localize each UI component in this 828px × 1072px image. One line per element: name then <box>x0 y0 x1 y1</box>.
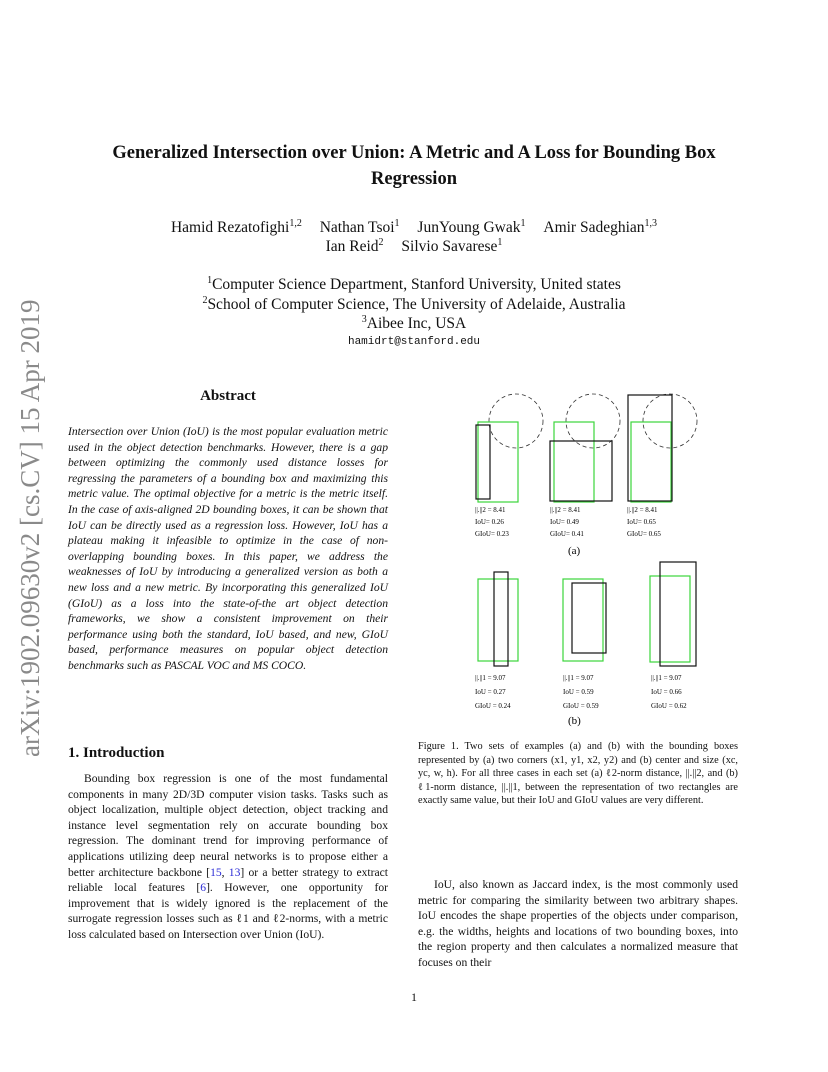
abstract-heading: Abstract <box>200 388 256 404</box>
affiliations <box>60 275 768 334</box>
affiliation: $^3$Aibee Inc, USA <box>361 313 467 332</box>
title-line-2: Regression <box>371 169 457 189</box>
predicted-box <box>550 441 612 501</box>
title-line-1: Generalized Intersection over Union: A Metric and A Loss for Bounding Box <box>112 143 716 163</box>
author: Nathan Tsoi$^1$ <box>319 217 400 236</box>
paper-title <box>60 140 768 192</box>
iou-label: IoU= 0.65 <box>627 518 656 526</box>
arxiv-stamp <box>8 285 48 760</box>
iou-label: IoU= 0.49 <box>550 518 579 526</box>
predicted-box <box>628 395 672 501</box>
norm-label: ||.||1 = 9.07 <box>475 674 506 682</box>
author: Hamid Rezatofighi$^{1,2}$ <box>170 217 302 236</box>
page-number: 1 <box>411 990 417 1004</box>
giou-label: GIoU= 0.41 <box>550 530 584 538</box>
affiliation: $^2$School of Computer Science, The University of Adelaide, Australia <box>202 294 626 313</box>
figure-caption: Figure 1. Two sets of examples (a) and (b) with the bounding boxes represented by (a) two corners (x1, y1, x2, y2) and (b) center and size (xc, yc, w, h). For all three cases in each set (a) ℓ2-norm distance, ||.||2, and (b) ℓ1-norm distance, ||.||1, between the representation of two rectangles are exactly same value, but their IoU and GIoU values are very different. <box>418 741 738 807</box>
iou-label: IoU = 0.59 <box>563 688 594 696</box>
author: Ian Reid$^2$ <box>325 236 384 255</box>
figure-1 <box>418 388 738 733</box>
iou-label: IoU = 0.66 <box>651 688 682 696</box>
giou-label: GIoU= 0.65 <box>627 530 661 538</box>
norm-label: ||.||1 = 9.07 <box>651 674 682 682</box>
ground-truth-box <box>631 422 671 502</box>
body-paragraph: IoU, also known as Jaccard index, is the most commonly used metric for comparing the similarity between two arbitrary shapes. IoU encodes the shape properties of the objects under comparison, e.g. the widths, heights and locations of two bounding boxes, into the region property and then calculates a normalized measure that focuses on their <box>418 878 738 969</box>
giou-label: GIoU= 0.23 <box>475 530 509 538</box>
ground-truth-box <box>478 422 518 502</box>
authors-row-1 <box>60 218 768 237</box>
dashed-circle <box>643 394 697 448</box>
figure-set-b <box>475 562 696 727</box>
author: JunYoung Gwak$^1$ <box>417 217 526 236</box>
subfigure-label: (b) <box>568 715 581 727</box>
dashed-circle <box>566 394 620 448</box>
affiliation: $^1$Computer Science Department, Stanford University, United states <box>207 274 621 293</box>
ground-truth-box <box>554 422 594 502</box>
author: Silvio Savarese$^1$ <box>401 236 503 255</box>
giou-label: GIoU = 0.24 <box>475 702 511 710</box>
author-email: hamidrt@stanford.edu <box>347 336 481 348</box>
iou-label: IoU= 0.26 <box>475 518 504 526</box>
dashed-circle <box>489 394 543 448</box>
citation-link[interactable]: 6 <box>200 881 207 895</box>
abstract-body: Intersection over Union (IoU) is the most popular evaluation metric used in the object detection benchmarks. However, there is a gap between optimizing the commonly used distance losses for regressing the parameters of a bounding box and maximizing this metric value. The optimal objective for a metric is the metric itself. In the case of axis-aligned 2D bounding boxes, it can be shown that IoU can be directly used as a regression loss. However, IoU has a plateau making it infeasible to optimize in the case of non-overlapping bounding boxes. In this paper, we address the weaknesses of IoU by introducing a generalized version as both a new loss and a new metric. By incorporating this generalized IoU (GIoU) as a loss into the state-of-the art object detection frameworks, we show a consistent improvement on their performance using both the standard, IoU based, and new, GIoU based, performance measures on popular object detection benchmarks such as PASCAL VOC and MS COCO. <box>68 425 388 672</box>
norm-label: ||.||2 = 8.41 <box>627 506 658 514</box>
iou-label: IoU = 0.27 <box>475 688 506 696</box>
section-heading: 1. Introduction <box>68 745 165 761</box>
author-list <box>60 218 768 256</box>
norm-label: ||.||2 = 8.41 <box>475 506 506 514</box>
authors-row-2 <box>60 237 768 256</box>
author: Amir Sadeghian$^{1,3}$ <box>543 217 658 236</box>
ground-truth-box <box>650 576 690 662</box>
citation-link[interactable]: 13 <box>228 865 241 879</box>
figure-set-a <box>475 394 697 557</box>
norm-label: ||.||2 = 8.41 <box>550 506 581 514</box>
predicted-box <box>494 572 508 666</box>
intro-paragraph: Bounding box regression is one of the most fundamental components in many 2D/3D computer vision tasks. Tasks such as object localization, multiple object detection, object tracking and instance level segmentation rely on accurate bounding box regression. The dominant trend for improving performance of applications utilizing deep neural networks is to propose either a better architecture backbone [15, 13] or a better strategy to extract reliable local features [6]. However, one opportunity for improvement that is widely ignored is the replacement of the surrogate regression losses such as ℓ1 and ℓ2-norms, with a metric loss calculated based on Intersection over Union (IoU). <box>68 772 389 941</box>
giou-label: GIoU = 0.59 <box>563 702 599 710</box>
citation-link[interactable]: 15 <box>210 865 222 879</box>
arxiv-id: arXiv:1902.09630v2 [cs.CV] 15 Apr 2019 <box>15 299 45 757</box>
norm-label: ||.||1 = 9.07 <box>563 674 594 682</box>
giou-label: GIoU = 0.62 <box>651 702 687 710</box>
subfigure-label: (a) <box>568 545 581 557</box>
ground-truth-box <box>563 579 603 661</box>
predicted-box <box>572 583 606 653</box>
ground-truth-box <box>478 579 518 661</box>
